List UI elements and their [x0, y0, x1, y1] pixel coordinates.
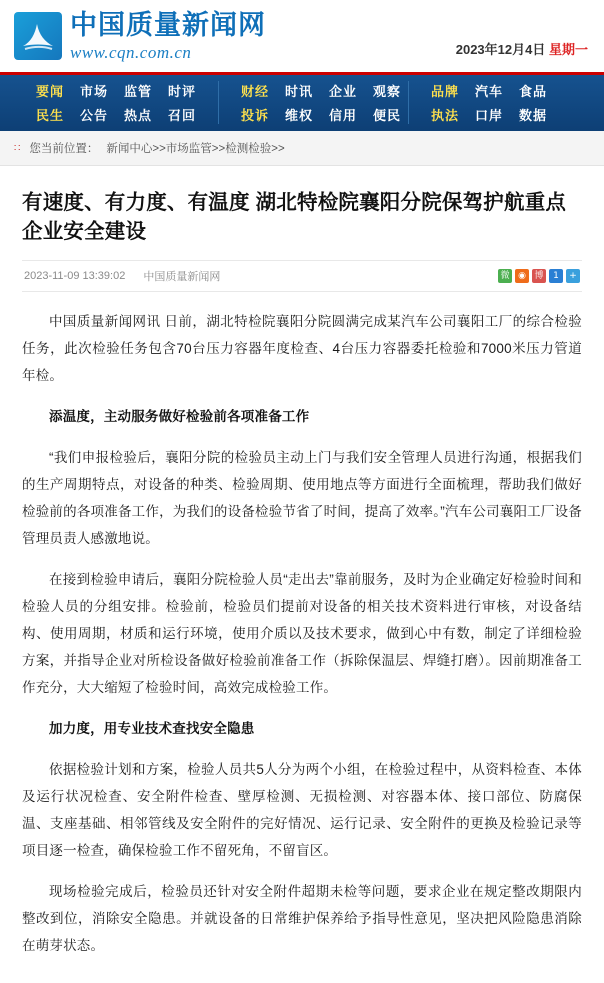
nav-item-shipin[interactable]: 食品	[519, 84, 548, 99]
site-url: www.cqn.com.cn	[70, 42, 192, 62]
article-paragraph: 现场检验完成后，检验员还针对安全附件超期未检等问题，要求企业在规定整改期限内整改到位，消除安全隐患。并就设备的日常维护保养给予指导性意见，坚决把风险隐患消除在萌芽状态。	[22, 884, 582, 954]
nav-item-jianguan[interactable]: 监管	[124, 84, 153, 99]
breadcrumb-label: 您当前位置：	[29, 143, 99, 155]
site-logo[interactable]	[14, 9, 266, 62]
article-paragraph: 在接到检验申请后，襄阳分院检验人员“走出去”靠前服务，及时为企业确定好检验时间和检验人员的分组安排。检验前，检验员们提前对设备的相关技术资料进行审核，对设备结构、使用周期，材质和运行环境，使用介质以及技术要求，做到心中有数，制定了详细检验方案，并指导企业对所检设备做好检验前准备工作（拆除保温层、焊缝打磨）。因前期准备工作充分，大大缩短了检验时间，高效完成检验工作。	[22, 572, 582, 696]
nav-item-bianmin[interactable]: 便民	[373, 108, 402, 123]
nav-column-1	[0, 81, 218, 124]
nav-item-caijing[interactable]: 财经	[241, 84, 270, 99]
breadcrumb-path[interactable]: 新闻中心>>市场监管>>检测检验>>	[106, 143, 285, 155]
article-meta	[22, 260, 582, 292]
article-body	[22, 308, 582, 959]
article-subheading: 加力度，用专业技术查找安全隐患	[49, 721, 255, 737]
main-navigation[interactable]	[0, 72, 604, 131]
wave-logo-glyph	[21, 20, 55, 52]
wave-logo-icon	[14, 12, 62, 60]
header-date	[456, 39, 588, 58]
nav-item-shichang[interactable]: 市场	[80, 84, 109, 99]
site-logo-text	[70, 9, 266, 62]
nav-item-minsheng[interactable]: 民生	[36, 108, 65, 123]
article-paragraph: 依据检验计划和方案，检验人员共5人分为两个小组，在检验过程中，从资料检查、本体及运行状况检查、安全附件检查、壁厚检测、无损检测、对容器本体、接口部位、防腐保温、支座基础、相邻管线及安全附件的完好情况、运行记录、安全附件的更换及检验记录等项目逐一检查，确保检验工作不留死角，不留盲区。	[22, 762, 582, 859]
nav-item-pinpai[interactable]: 品牌	[431, 84, 460, 99]
nav-item-weiquan[interactable]: 维权	[285, 108, 314, 123]
nav-column-2	[218, 81, 408, 124]
nav-item-tousu[interactable]: 投诉	[241, 108, 270, 123]
nav-item-shiping[interactable]: 时评	[168, 84, 197, 99]
header-weekday: 星期一	[548, 42, 588, 57]
breadcrumb-dots-icon: ∷	[14, 142, 22, 154]
nav-item-gonggao[interactable]: 公告	[80, 108, 109, 123]
article-subheading: 添温度，主动服务做好检验前各项准备工作	[49, 409, 310, 425]
nav-row-1a	[36, 81, 218, 100]
nav-item-redian[interactable]: 热点	[124, 108, 153, 123]
article-paragraph: 中国质量新闻网讯 日前，湖北特检院襄阳分院圆满完成某汽车公司襄阳工厂的综合检验任务，此次检验任务包含70台压力容器年度检查、4台压力容器委托检验和7000米压力管道年检。	[22, 314, 582, 384]
site-header	[0, 0, 604, 72]
nav-item-xinyong[interactable]: 信用	[329, 108, 358, 123]
nav-item-kouan[interactable]: 口岸	[475, 108, 504, 123]
article-source: 中国质量新闻网	[143, 271, 221, 284]
wechat-share-icon[interactable]: 微	[498, 269, 512, 283]
breadcrumb	[0, 131, 604, 166]
weibo-share-icon[interactable]: 博	[532, 269, 546, 283]
more-share-icon[interactable]: +	[566, 269, 580, 283]
nav-column-3	[408, 81, 604, 124]
nav-row-3a	[431, 81, 604, 100]
blue-share-icon[interactable]: 1	[549, 269, 563, 283]
article-timestamp: 2023-11-09 13:39:02	[24, 270, 126, 283]
rss-share-icon[interactable]: ◉	[515, 269, 529, 283]
nav-row-1b	[36, 105, 218, 124]
share-icon-group	[498, 269, 580, 283]
nav-row-2a	[241, 81, 408, 100]
page-title: 有速度、有力度、有温度 湖北特检院襄阳分院保驾护航重点企业安全建设	[22, 191, 567, 244]
nav-item-shixun[interactable]: 时讯	[285, 84, 314, 99]
nav-row-2b	[241, 105, 408, 124]
article-container	[0, 166, 604, 983]
article-paragraph: “我们申报检验后，襄阳分院的检验员主动上门与我们安全管理人员进行沟通，根据我们的生产周期特点，对设备的种类、检验周期、使用地点等方面进行全面梳理，帮助我们做好检验前的各项准备工作，为我们的设备检验节省了时间，提高了效率。”汽车公司襄阳工厂设备管理员责人感激地说。	[22, 450, 582, 547]
nav-item-zhaohui[interactable]: 召回	[168, 108, 197, 123]
nav-item-shuju[interactable]: 数据	[519, 108, 548, 123]
header-date-text: 2023年12月4日	[455, 42, 546, 57]
site-name: 中国质量新闻网	[70, 9, 266, 41]
nav-item-qiye[interactable]: 企业	[329, 84, 358, 99]
nav-item-guancha[interactable]: 观察	[373, 84, 402, 99]
nav-item-qiche[interactable]: 汽车	[475, 84, 504, 99]
nav-item-zhifa[interactable]: 执法	[431, 108, 460, 123]
nav-row-3b	[431, 105, 604, 124]
nav-item-yaowen[interactable]: 要闻	[36, 84, 65, 99]
